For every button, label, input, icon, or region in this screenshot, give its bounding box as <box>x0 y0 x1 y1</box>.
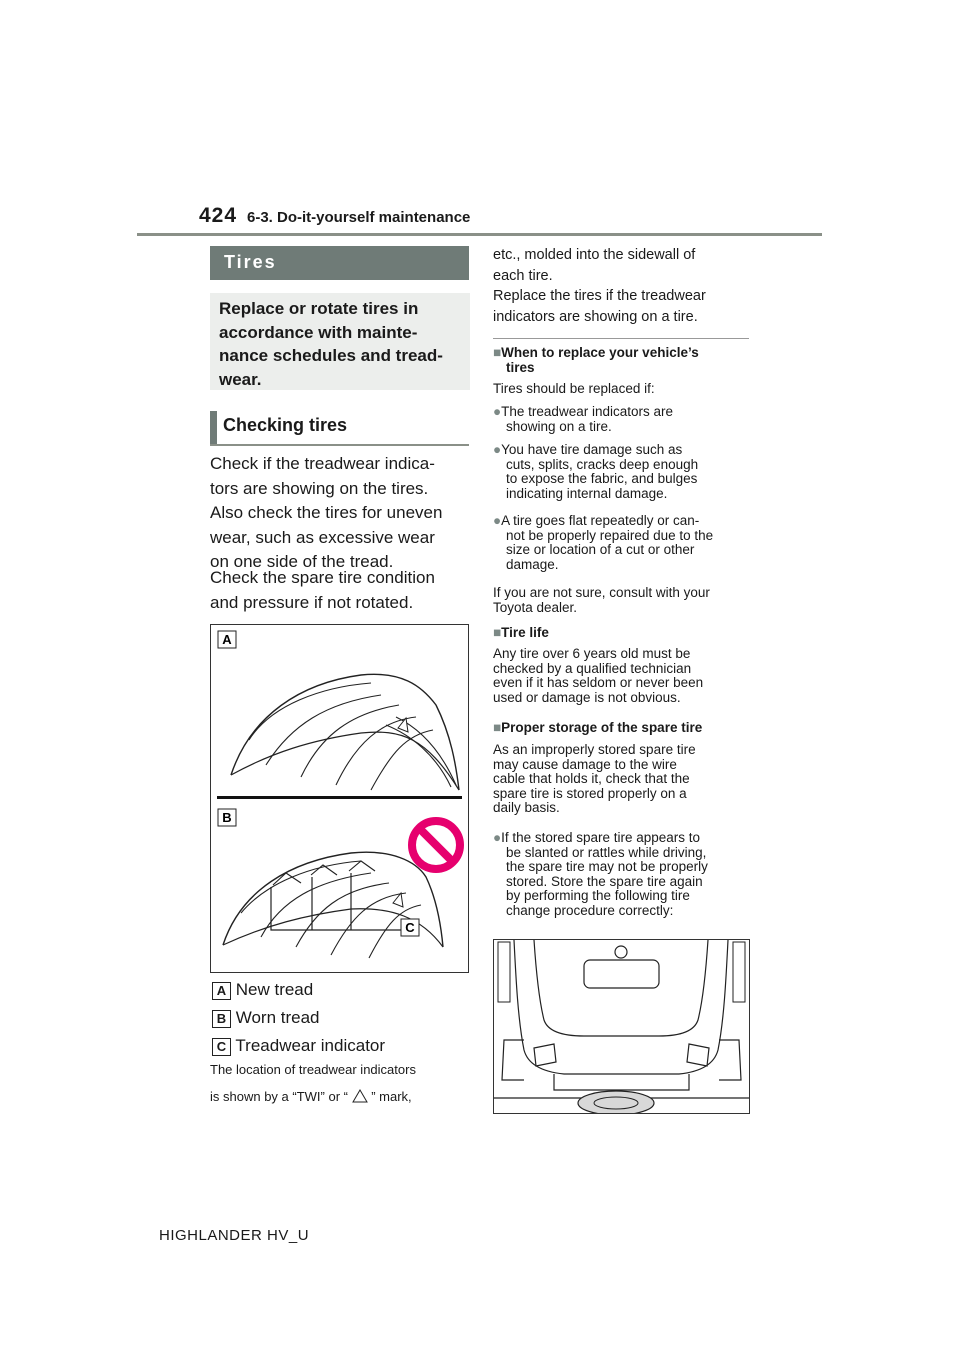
vehicle-rear-figure <box>493 939 750 1114</box>
tire-tread-figure <box>210 624 469 973</box>
twi-note-line1: The location of treadwear indicators <box>210 1062 416 1077</box>
text-line: each tire. <box>493 267 553 284</box>
text-line: may cause damage to the wire <box>493 756 677 772</box>
text-line: Any tire over 6 years old must be <box>493 646 691 661</box>
unsure-text <box>493 586 751 615</box>
checking-paragraph-2 <box>210 566 470 615</box>
text-line: and pressure if not rotated. <box>210 592 414 612</box>
text-line: You have tire damage such as <box>501 442 683 457</box>
legend-text-b: Worn tread <box>235 1008 320 1027</box>
text-line: A tire goes flat repeatedly or can- <box>501 513 700 528</box>
text-line: the spare tire may not be properly <box>506 859 708 874</box>
twi-note-text: ” mark, <box>371 1089 412 1104</box>
text-line: on one side of the tread. <box>210 552 394 571</box>
twi-note-line2 <box>210 1089 412 1104</box>
text-line: Check if the treadwear indica- <box>210 454 435 473</box>
spare-storage-text <box>493 743 751 816</box>
figure-label-a: A <box>222 632 232 647</box>
text-line: damage. <box>506 556 559 572</box>
square-bullet-icon: ■ <box>493 720 502 735</box>
vehicle-rear-illustration <box>494 940 749 1113</box>
text-line: If you are not sure, consult with your <box>493 585 710 600</box>
spare-storage-heading <box>493 721 702 736</box>
twi-note-text: is shown by a “TWI” or “ <box>210 1089 348 1104</box>
text-line: even if it has seldom or never been <box>493 675 704 690</box>
figure-label-c: C <box>405 920 415 935</box>
legend-text-a: New tread <box>235 980 314 999</box>
text-line: Also check the tires for uneven <box>210 503 443 522</box>
tire-life-heading <box>493 626 549 641</box>
checking-tires-heading <box>210 411 469 446</box>
legend-text-c: Treadwear indicator <box>235 1036 386 1055</box>
text-line: Replace the tires if the treadwear <box>493 288 706 304</box>
footer-model: HIGHLANDER HV_U <box>159 1227 310 1244</box>
heading-text: tires <box>506 359 535 375</box>
figure-label-b: B <box>222 810 232 825</box>
bullet-item-2 <box>493 443 751 501</box>
intro-box <box>210 293 470 390</box>
text-line: wear, such as excessive wear <box>210 527 435 547</box>
text-line: size or location of a cut or other <box>506 542 695 557</box>
square-bullet-icon: ■ <box>493 345 502 360</box>
legend-key-a: A <box>212 982 231 1000</box>
text-line: indicators are showing on a tire. <box>493 308 698 325</box>
square-bullet-icon: ■ <box>493 625 502 640</box>
text-line: not be properly repaired due to the <box>506 527 714 543</box>
text-line: daily basis. <box>493 800 560 815</box>
circle-bullet-icon: ● <box>493 830 502 845</box>
continuation-text <box>493 245 706 327</box>
text-line: tors are showing on the tires. <box>210 478 429 498</box>
header-rule <box>137 233 822 236</box>
text-line: change procedure correctly: <box>506 902 674 918</box>
text-line: to expose the fabric, and bulges <box>506 471 698 486</box>
page-number: 424 <box>199 204 238 227</box>
tires-title: Tires <box>224 252 277 272</box>
text-line: cable that holds it, check that the <box>493 771 690 786</box>
intro-text: Replace or rotate tires in accordance with mainte- nance schedules and tread- wear. <box>219 299 443 389</box>
text-line: indicating internal damage. <box>506 485 668 501</box>
bullet-item-1 <box>493 405 751 434</box>
legend-item-b <box>212 1008 320 1028</box>
bullet-item-storage <box>493 831 751 918</box>
heading-text: When to replace your vehicle’s <box>501 345 699 360</box>
text-line: cuts, splits, cracks deep enough <box>506 456 699 472</box>
circle-bullet-icon: ● <box>493 404 502 419</box>
column-divider <box>493 338 749 339</box>
worn-tread-drawing <box>223 852 443 958</box>
text-line: The treadwear indicators are <box>501 404 673 419</box>
tire-tread-illustration <box>211 625 468 972</box>
text-line: Toyota dealer. <box>493 599 578 615</box>
legend-key-c: C <box>212 1038 231 1056</box>
text-line: by performing the following tire <box>506 888 690 903</box>
text-line: spare tire is stored properly on a <box>493 785 687 801</box>
when-to-replace-heading <box>493 346 699 375</box>
heading-marker <box>210 411 217 444</box>
heading-text: Tire life <box>501 625 549 640</box>
checking-tires-title: Checking tires <box>223 415 348 435</box>
triangle-mark-icon <box>352 1089 368 1103</box>
legend-item-c <box>212 1036 385 1056</box>
text-line: Check the spare tire condition <box>210 568 435 587</box>
circle-bullet-icon: ● <box>493 442 502 457</box>
circle-bullet-icon: ● <box>493 513 502 528</box>
when-intro: Tires should be replaced if: <box>493 381 655 396</box>
section-title: 6-3. Do-it-yourself maintenance <box>247 209 471 226</box>
checking-paragraph-1 <box>210 452 470 575</box>
text-line: stored. Store the spare tire again <box>506 873 703 889</box>
new-tread-drawing <box>231 674 459 790</box>
text-line: checked by a qualified technician <box>493 660 692 676</box>
text-line: be slanted or rattles while driving, <box>506 844 707 860</box>
prohibition-icon <box>412 821 460 869</box>
legend-item-a <box>212 980 313 1000</box>
text-line: etc., molded into the sidewall of <box>493 247 696 263</box>
text-line: If the stored spare tire appears to <box>501 830 701 845</box>
tires-title-bar <box>210 246 469 280</box>
text-line: showing on a tire. <box>506 418 612 434</box>
bullet-item-3 <box>493 514 751 572</box>
heading-text: Proper storage of the spare tire <box>501 720 703 735</box>
tire-life-text <box>493 647 751 705</box>
text-line: used or damage is not obvious. <box>493 689 681 705</box>
text-line: As an improperly stored spare tire <box>493 742 696 757</box>
legend-key-b: B <box>212 1010 231 1028</box>
